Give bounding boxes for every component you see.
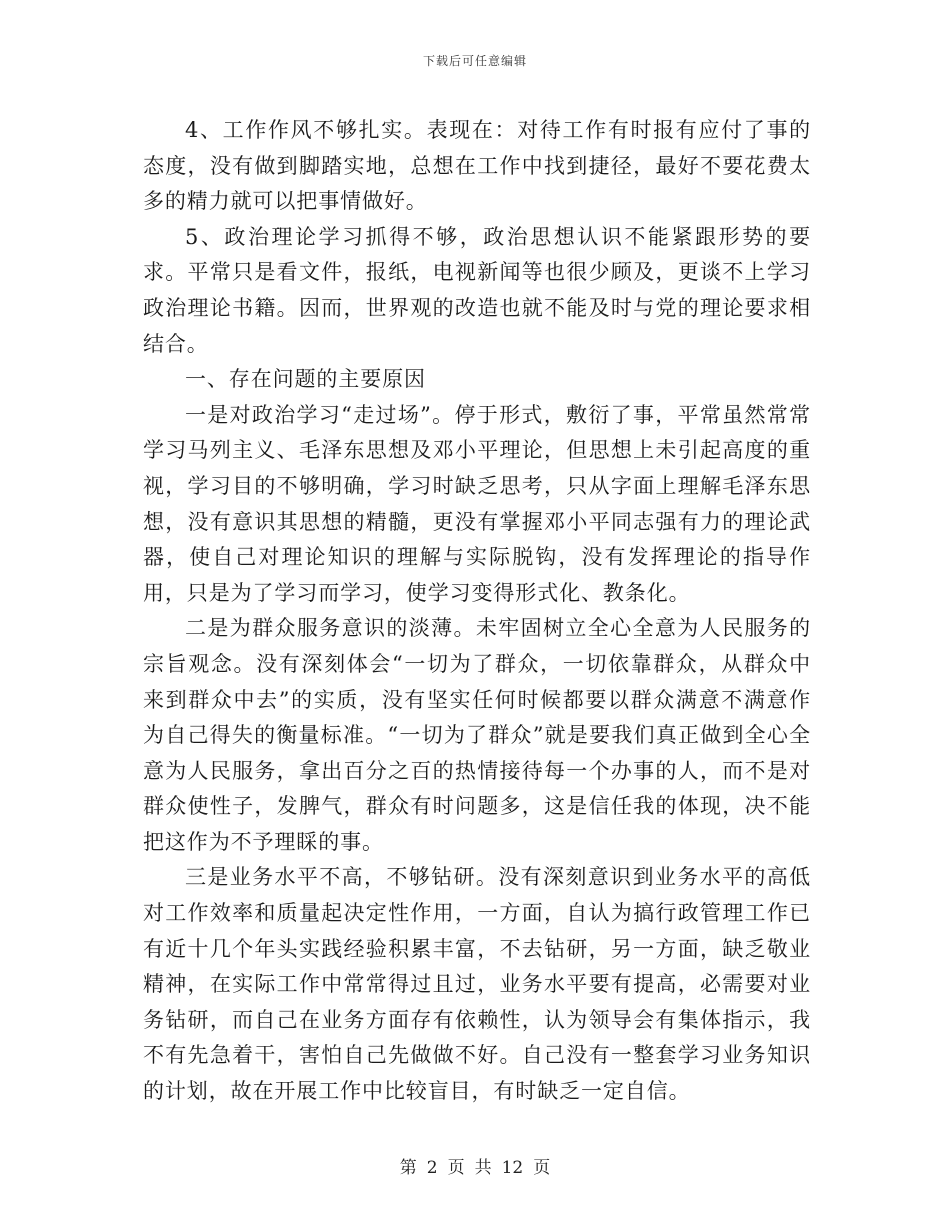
- paragraph-cause-two: 二是为群众服务意识的淡薄。未牢固树立全心全意为人民服务的宗旨观念。没有深刻体会“一切为了群众，一切依靠群众，从群众中来到群众中去”的实质，没有坚实任何时候都要以群众满意不满意作为自己得失的衡量标准。“一切为了群众”就是要我们真正做到全心全意为人民服务，拿出百分之百的热情接待每一个办事的人，而不是对群众使性子，发脾气，群众有时问题多，这是信任我的体现，决不能把这作为不予理睬的事。: [143, 616, 811, 854]
- paragraph-work-style: 4、工作作风不够扎实。表现在：对待工作有时报有应付了事的态度，没有做到脚踏实地，总想在工作中找到捷径，最好不要花费太多的精力就可以把事情做好。: [143, 118, 811, 214]
- page-header: 下载后可任意编辑: [422, 54, 527, 68]
- page-number-total: 12: [501, 1158, 524, 1178]
- page-footer: [0, 1153, 950, 1178]
- document-body: [143, 113, 811, 1110]
- paragraph-cause-one: 一是对政治学习“走过场”。停于形式，敷衍了事，平常虽然常常学习马列主义、毛泽东思想及邓小平理论，但思想上未引起高度的重视，学习目的不够明确，学习时缺乏思考，只从字面上理解毛泽东思想，没有意识其思想的精髓，更没有掌握邓小平同志强有力的理论武器，使自己对理论知识的理解与实际脱钩，没有发挥理论的指导作用，只是为了学习而学习，使学习变得形式化、教条化。: [143, 402, 811, 605]
- total-unit: 页: [533, 1158, 551, 1178]
- page-unit: 页: [447, 1158, 465, 1178]
- total-label: 共: [474, 1158, 492, 1178]
- paragraph-political-theory: 5、政治理论学习抓得不够，政治思想认识不能紧跟形势的要求。平常只是看文件，报纸，电视新闻等也很少顾及，更谈不上学习政治理论书籍。因而，世界观的改造也就不能及时与党的理论要求相结合。: [143, 224, 811, 356]
- paragraph-cause-three: 三是业务水平不高，不够钻研。没有深刻意识到业务水平的高低对工作效率和质量起决定性作用，一方面，自认为搞行政管理工作已有近十几个年头实践经验积累丰富，不去钻研，另一方面，缺乏敬业精神，在实际工作中常常得过且过，业务水平要有提高，必需要对业务钻研，而自己在业务方面存有依赖性，认为领导会有集体指示，我不有先急着干，害怕自己先做做不好。自己没有一整套学习业务知识的计划，故在开展工作中比较盲目，有时缺乏一定自信。: [143, 865, 811, 1104]
- page-number-current: 2: [426, 1158, 438, 1178]
- page-label: 第: [399, 1158, 417, 1178]
- section-heading-main-causes: 一、存在问题的主要原因: [185, 367, 426, 392]
